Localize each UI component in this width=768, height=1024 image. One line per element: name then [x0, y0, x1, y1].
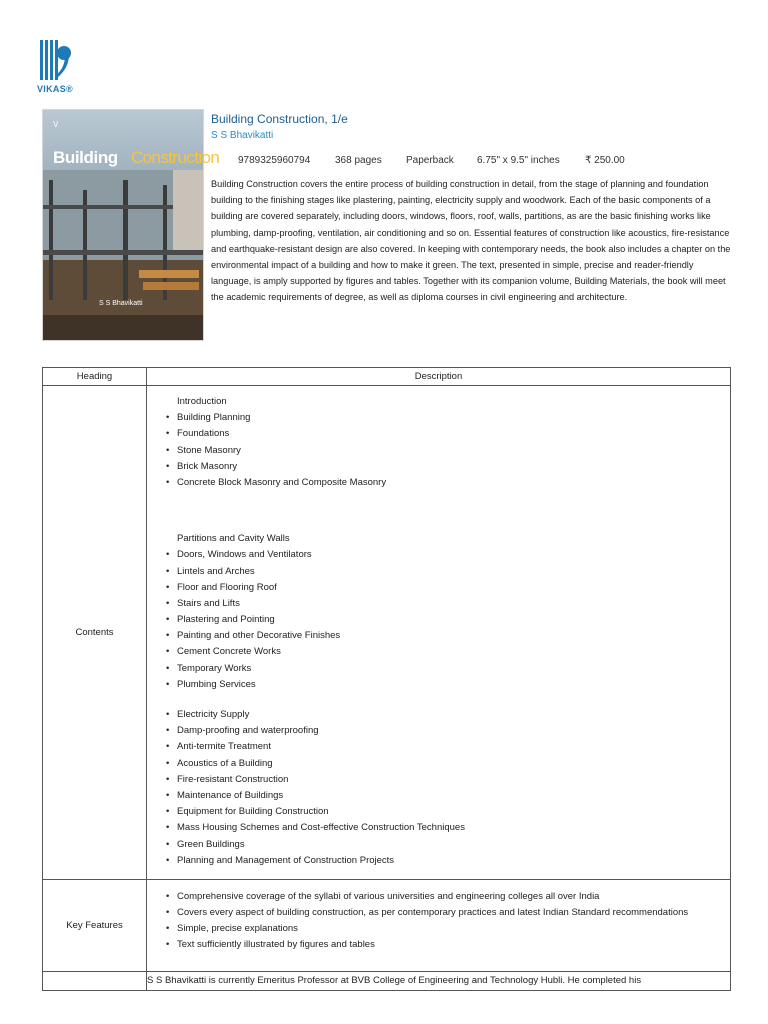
book-isbn: 9789325960794 [238, 155, 311, 166]
contents-list-item: • Electricity Supply [177, 707, 730, 723]
contents-list-item: • Green Buildings [177, 837, 730, 853]
book-dimensions: 6.75" x 9.5" inches [477, 155, 560, 166]
key-feature-item: • Comprehensive coverage of the syllabi of various universities and engineering colleges all over India [177, 889, 730, 905]
book-title[interactable]: Building Construction, 1/e [211, 112, 348, 126]
contents-list-item: • Stairs and Lifts [177, 596, 730, 612]
contents-list-item: • Plumbing Services [177, 677, 730, 693]
heading-column-header: Heading [43, 368, 147, 386]
contents-list-2 [147, 547, 730, 693]
contents-list-item: • Plastering and Pointing [177, 612, 730, 628]
contents-list-item: • Foundations [177, 426, 730, 442]
contents-list-item: • Building Planning [177, 410, 730, 426]
contents-description [147, 386, 731, 880]
contents-list-item: • Lintels and Arches [177, 564, 730, 580]
key-feature-item: • Simple, precise explanations [177, 921, 730, 937]
cover-author: S S Bhavikatti [99, 300, 143, 307]
book-cover-image [42, 109, 220, 341]
contents-list-item: • Fire-resistant Construction [177, 772, 730, 788]
key-feature-item: • Text sufficiently illustrated by figures and tables [177, 937, 730, 953]
contents-list-3 [147, 707, 730, 869]
book-price: ₹ 250.00 [585, 155, 625, 166]
contents-list-item: • Damp-proofing and waterproofing [177, 723, 730, 739]
book-author-link[interactable]: S S Bhavikatti [211, 130, 274, 141]
key-features-list [147, 889, 730, 954]
cover-publisher-mark: V [53, 120, 59, 129]
vikas-logo[interactable] [36, 38, 76, 96]
table-row-about-author [43, 971, 731, 990]
book-summary: Building Construction covers the entire process of building construction in detail, from the stage of planning and foundation building to the finishing stages like plastering, painting, electricity supply and woodwork. Each of the basic components of a building are covered separately, including doors, windows, floors, roof, walls, partitions, as are the basic finishing works like plumbing, damp-proofing, ventilation, air conditioning and so on. Essential features of construction like acoustics, fire-resistance and earthquake-resistant design are also covered. In keeping with contemporary needs, the book also includes a chapter on the environmental impact of a building and how to make it green. The text, presented in simple, precise and reader-friendly language, is amply supported by figures and tables. Together with its companion volume, Building Materials, the book will meet the academic requirements of degree, as well as diploma courses in civil engineering and architecture. [211, 179, 731, 303]
description-column-header: Description [147, 368, 731, 386]
contents-list-item: • Equipment for Building Construction [177, 804, 730, 820]
contents-list-item: • Stone Masonry [177, 443, 730, 459]
logo-wordmark: VIKAS® [37, 84, 73, 94]
contents-list-1 [147, 410, 730, 491]
about-author-text: S S Bhavikatti is currently Emeritus Professor at BVB College of Engineering and Technology Hubli. He completed his [147, 974, 642, 986]
about-author-heading [43, 971, 147, 990]
table-row-contents [43, 386, 731, 880]
contents-list-item: • Temporary Works [177, 661, 730, 677]
table-row-key-features [43, 879, 731, 971]
book-binding: Paperback [406, 155, 454, 166]
contents-list-item: • Concrete Block Masonry and Composite Masonry [177, 475, 730, 491]
contents-list-item: • Maintenance of Buildings [177, 788, 730, 804]
contents-list-item: • Mass Housing Schemes and Cost-effective Construction Techniques [177, 820, 730, 836]
book-details-table [42, 367, 731, 991]
cover-title-construction: Construction [131, 148, 220, 167]
about-author-description [147, 971, 731, 990]
contents-intro-item: Partitions and Cavity Walls [177, 533, 290, 545]
contents-list-item: • Acoustics of a Building [177, 756, 730, 772]
book-pages: 368 pages [335, 155, 382, 166]
contents-list-item: • Doors, Windows and Ventilators [177, 547, 730, 563]
cover-title-building: Building [53, 148, 118, 167]
key-features-heading: Key Features [43, 879, 147, 971]
table-header-row [43, 368, 731, 386]
contents-heading: Contents [43, 386, 147, 880]
key-feature-item: • Covers every aspect of building construction, as per contemporary practices and latest Indian Standard recommendations [177, 905, 730, 921]
contents-list-item: • Planning and Management of Construction Projects [177, 853, 730, 869]
key-features-description [147, 879, 731, 971]
contents-list-item: • Brick Masonry [177, 459, 730, 475]
contents-list-item: • Cement Concrete Works [177, 644, 730, 660]
vikas-logo-icon [38, 38, 72, 82]
contents-intro-item: Introduction [177, 396, 227, 407]
contents-list-item: • Anti-termite Treatment [177, 739, 730, 755]
contents-list-item: • Painting and other Decorative Finishes [177, 628, 730, 644]
contents-list-item: • Floor and Flooring Roof [177, 580, 730, 596]
